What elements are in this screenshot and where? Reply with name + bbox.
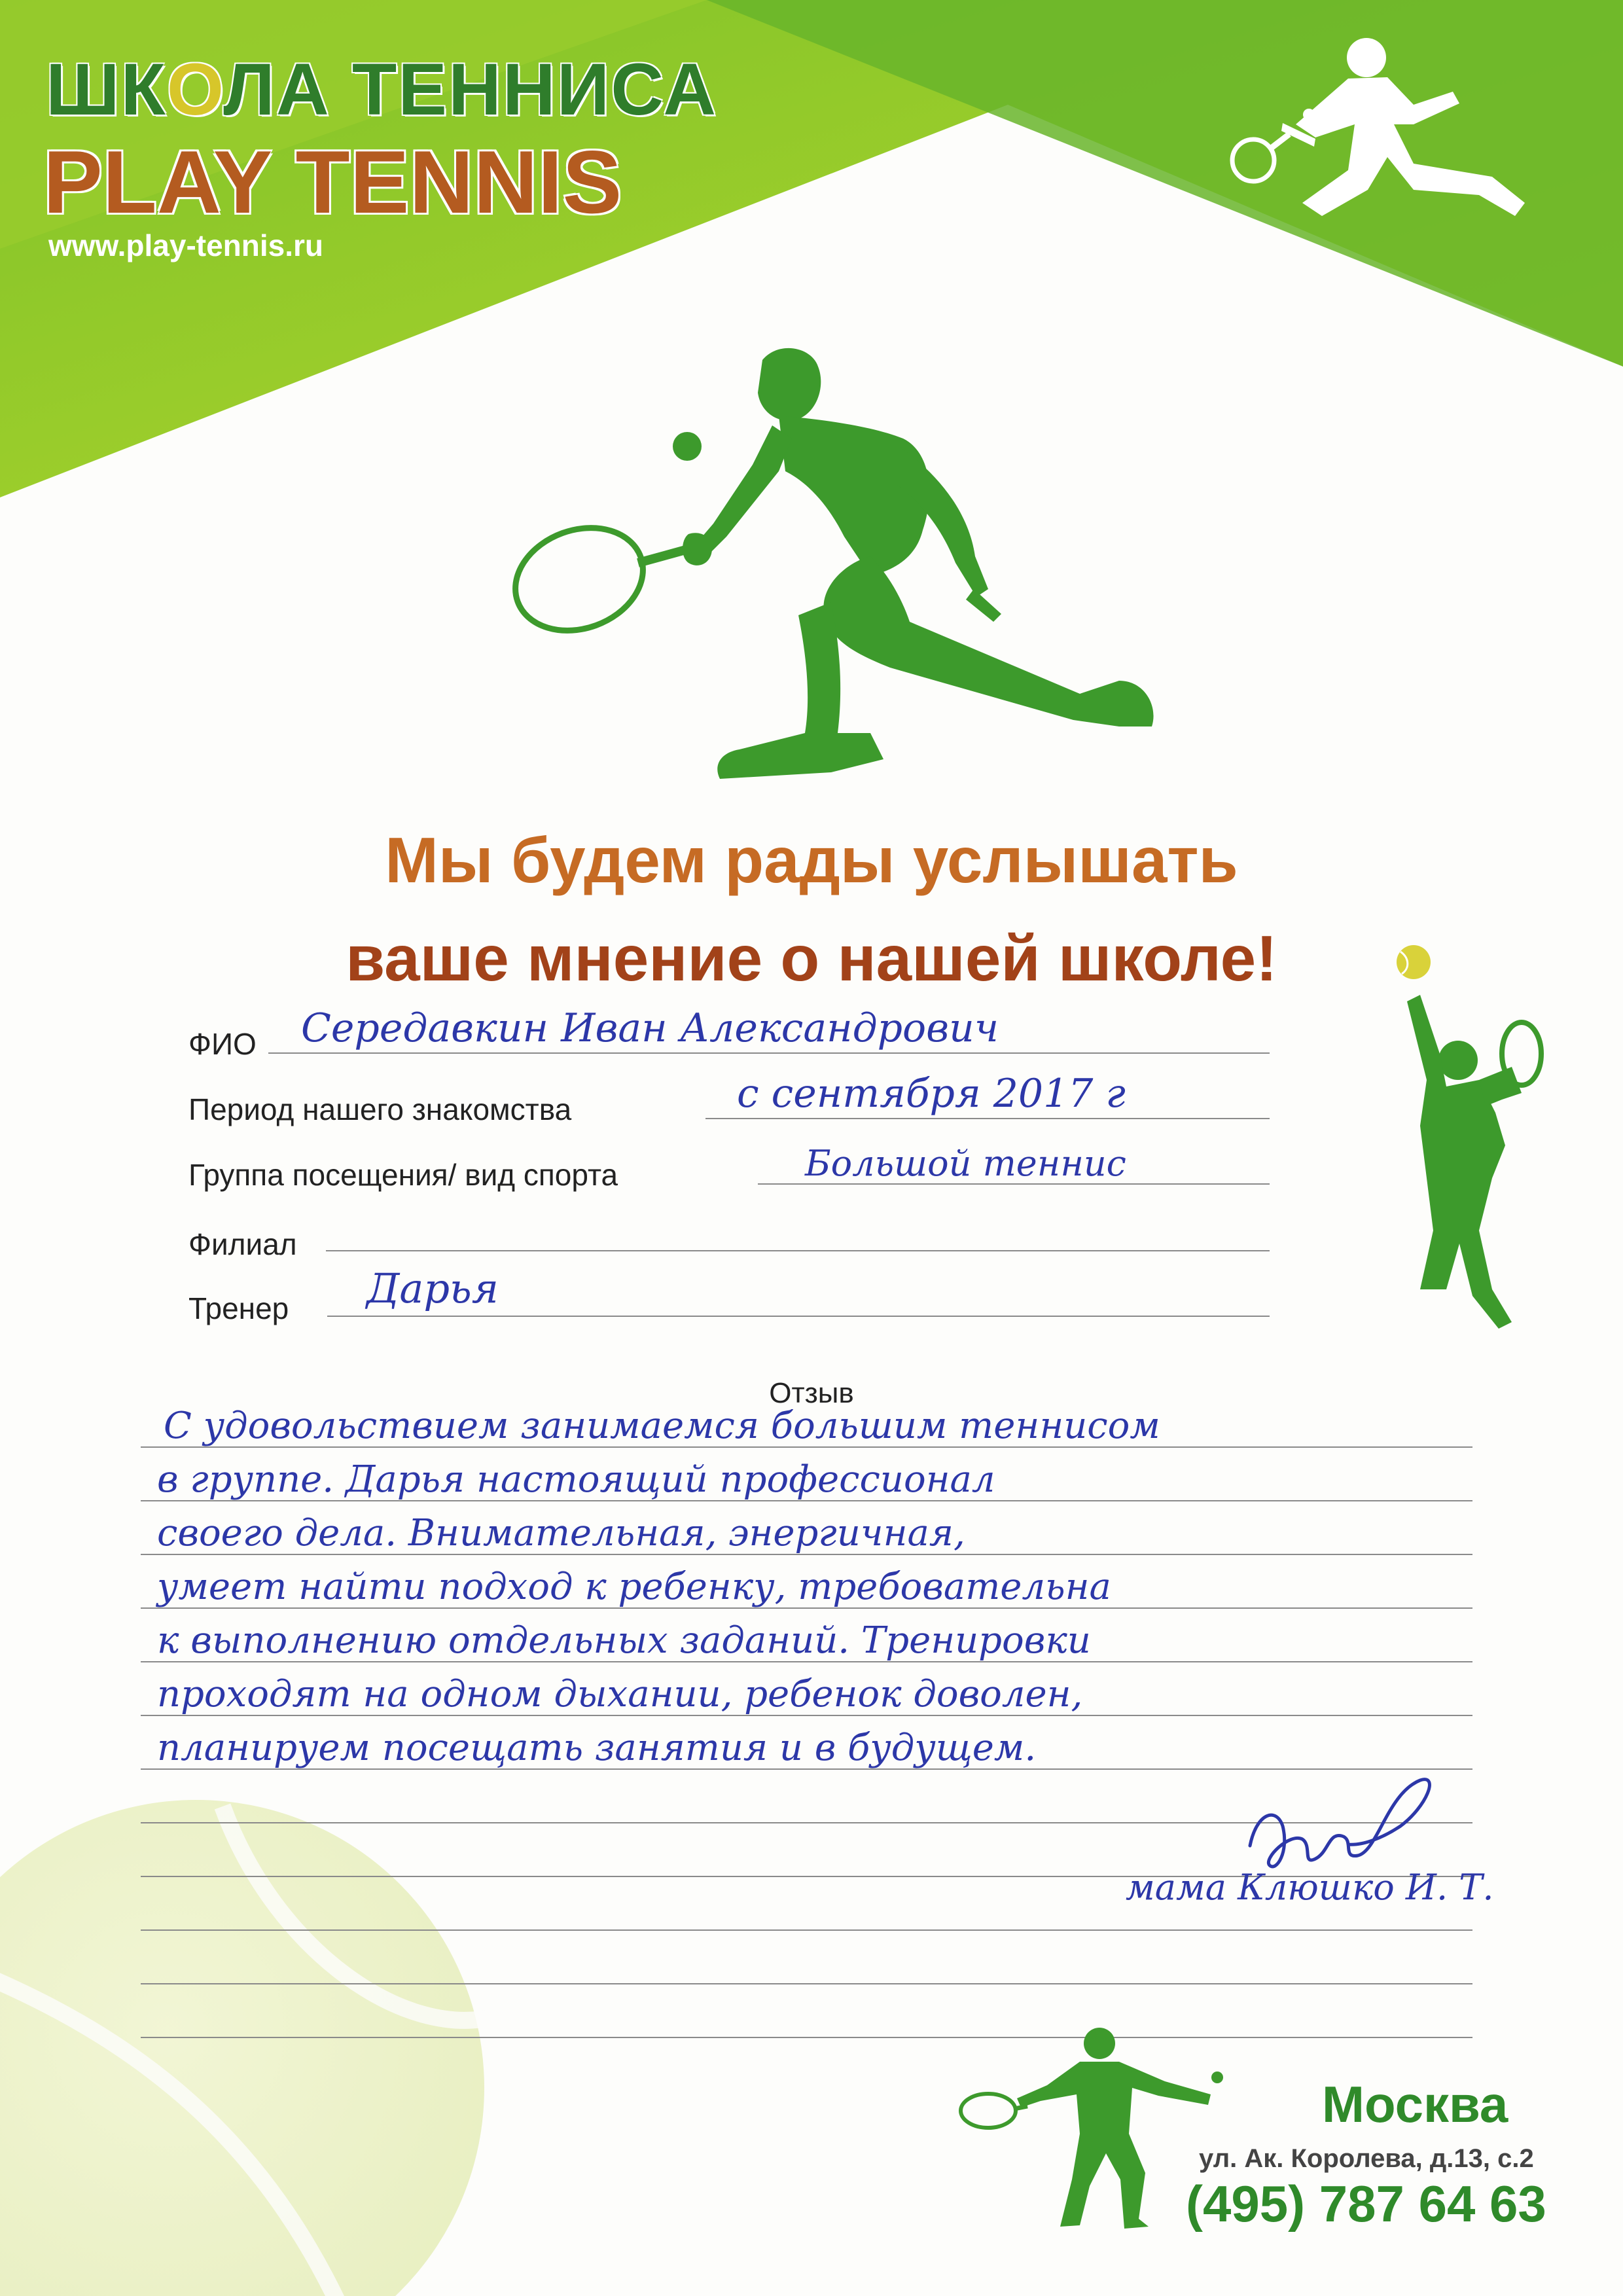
serving-player-silhouette-icon: [1381, 982, 1551, 1335]
group-value[interactable]: Большой теннис: [805, 1143, 1126, 1184]
review-line-2: в группе. Дарья настоящий профессионал: [157, 1458, 995, 1501]
main-player-silhouette-icon: [504, 340, 1171, 798]
website-link[interactable]: www.play-tennis.ru: [48, 228, 324, 262]
coach-value[interactable]: Дарья: [366, 1265, 499, 1312]
ball-letter-o: О: [166, 48, 224, 130]
branch-label: Филиал: [188, 1227, 297, 1261]
group-label: Группа посещения/ вид спорта: [188, 1158, 618, 1192]
review-rule-10: [141, 1929, 1472, 1931]
signature-name: мама Клюшко И. Т.: [1126, 1867, 1494, 1908]
fio-label: ФИО: [188, 1027, 257, 1061]
player-silhouette-top-right-icon: [1217, 26, 1584, 236]
review-line-3: своего дела. Внимательная, энергичная,: [157, 1512, 965, 1554]
review-rule-11: [141, 1983, 1472, 1984]
school-name-en: PLAY TENNIS: [43, 132, 622, 232]
tennis-ball-icon: [1394, 942, 1433, 982]
fio-rule: [268, 1052, 1270, 1054]
review-line-4: умеет найти подход к ребенку, требовательна: [157, 1566, 1111, 1608]
review-line-7: планируем посещать занятия и в будущем.: [157, 1727, 1037, 1769]
footer-phone[interactable]: (495) 787 64 63: [1186, 2175, 1546, 2233]
branch-rule: [326, 1250, 1270, 1251]
coach-label: Тренер: [188, 1291, 289, 1325]
review-line-5: к выполнению отдельных заданий. Тренировки: [157, 1619, 1091, 1662]
review-title: Отзыв: [769, 1377, 854, 1409]
fio-value[interactable]: Середавкин Иван Александрович: [301, 1005, 999, 1051]
review-rule-12: [141, 2037, 1472, 2038]
footer-address: ул. Ак. Королева, д.13, с.2: [1199, 2144, 1534, 2173]
period-value[interactable]: с сентября 2017 г: [737, 1071, 1126, 1117]
review-line-1: С удовольствием занимаемся большим теннисом: [164, 1405, 1160, 1447]
ball-watermark: [0, 1800, 484, 2296]
review-line-6: проходят на одном дыхании, ребенок доволен,: [157, 1673, 1083, 1715]
period-label: Период нашего знакомства: [188, 1092, 572, 1126]
school-name-ru: ШКОЛА ТЕННИСА: [46, 48, 718, 130]
headline-line-1: Мы будем рады услышать: [385, 824, 1238, 896]
headline-line-2: ваше мнение о нашей школе!: [346, 922, 1277, 994]
footer-city: Москва: [1322, 2075, 1508, 2133]
period-rule: [705, 1118, 1270, 1119]
coach-rule: [327, 1316, 1270, 1317]
